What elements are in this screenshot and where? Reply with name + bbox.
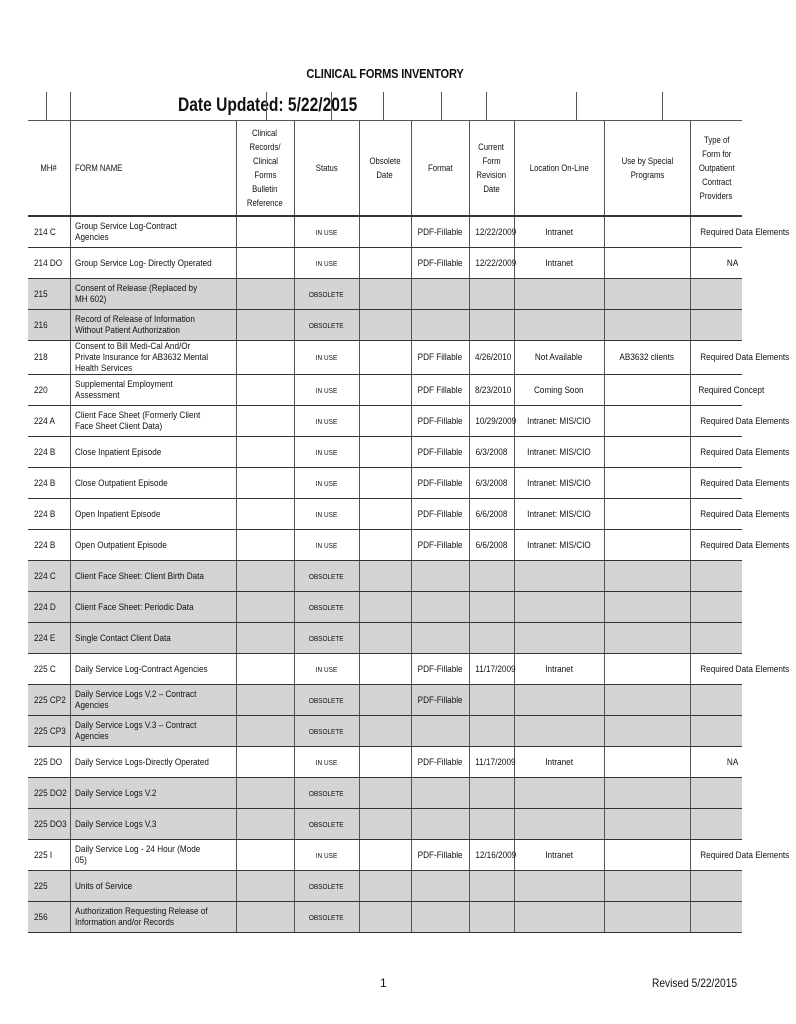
cell-obsolete-date (359, 375, 411, 406)
cell-mh: 218 (28, 341, 70, 375)
cell-format (411, 279, 469, 310)
cell-status: IN USE (294, 341, 359, 375)
date-row-cell (383, 92, 384, 120)
cell-bulletin (236, 716, 294, 747)
cell-form-name: Daily Service Logs V.2 (70, 778, 236, 809)
cell-form-name: Supplemental Employment Assessment (70, 375, 236, 406)
table-row (28, 248, 742, 279)
cell-form-type: Required Data Elements (690, 216, 742, 248)
cell-location (514, 871, 604, 902)
cell-form-name: Daily Service Logs-Directly Operated (70, 747, 236, 778)
cell-obsolete-date (359, 747, 411, 778)
cell-format: PDF-Fillable (411, 747, 469, 778)
date-row-cell (46, 92, 71, 120)
header-status: Status (294, 121, 359, 217)
cell-revision-date: 10/29/2009 (469, 406, 514, 437)
cell-bulletin (236, 902, 294, 933)
header-location: Location On-Line (514, 121, 604, 217)
cell-form-name: Units of Service (70, 871, 236, 902)
cell-mh: 220 (28, 375, 70, 406)
table-body (28, 216, 789, 933)
cell-form-name: Daily Service Logs V.2 – Contract Agencies (70, 685, 236, 716)
cell-status: OBSOLETE (294, 809, 359, 840)
cell-form-name: Daily Service Logs V.3 (70, 809, 236, 840)
cell-status: OBSOLETE (294, 310, 359, 341)
cell-location (514, 809, 604, 840)
cell-location: Intranet: MIS/CIO (514, 530, 604, 561)
cell-location: Intranet (514, 747, 604, 778)
cell-form-type (690, 685, 742, 716)
cell-special-programs (604, 406, 690, 437)
cell-format (411, 871, 469, 902)
cell-format (411, 561, 469, 592)
cell-mh: 225 DO2 (28, 778, 70, 809)
cell-location (514, 592, 604, 623)
cell-status: IN USE (294, 248, 359, 279)
cell-bulletin (236, 871, 294, 902)
cell-format (411, 778, 469, 809)
cell-revision-date: 6/6/2008 (469, 499, 514, 530)
cell-format: PDF-Fillable (411, 468, 469, 499)
cell-revision-date (469, 809, 514, 840)
cell-revision-date: 8/23/2010 (469, 375, 514, 406)
cell-location (514, 561, 604, 592)
cell-bulletin (236, 279, 294, 310)
cell-obsolete-date (359, 437, 411, 468)
cell-location (514, 623, 604, 654)
cell-format: PDF-Fillable (411, 248, 469, 279)
cell-obsolete-date (359, 840, 411, 871)
revised-date: Revised 5/22/2015 (652, 976, 738, 990)
cell-special-programs (604, 747, 690, 778)
cell-status: OBSOLETE (294, 592, 359, 623)
cell-bulletin (236, 654, 294, 685)
cell-status: OBSOLETE (294, 279, 359, 310)
cell-location (514, 310, 604, 341)
cell-location (514, 716, 604, 747)
cell-revision-date (469, 778, 514, 809)
table-row (28, 406, 742, 437)
cell-form-type (690, 623, 742, 654)
cell-bulletin (236, 437, 294, 468)
cell-obsolete-date (359, 809, 411, 840)
cell-location (514, 902, 604, 933)
cell-special-programs (604, 809, 690, 840)
cell-bulletin (236, 468, 294, 499)
cell-revision-date (469, 310, 514, 341)
cell-special-programs: AB3632 clients (604, 341, 690, 375)
cell-bulletin (236, 561, 294, 592)
cell-status: OBSOLETE (294, 623, 359, 654)
table-row (28, 530, 742, 561)
cell-location: Intranet: MIS/CIO (514, 437, 604, 468)
cell-special-programs (604, 685, 690, 716)
cell-location: Coming Soon (514, 375, 604, 406)
cell-mh: 215 (28, 279, 70, 310)
cell-form-name: Authorization Requesting Release of Information and/or Records (70, 902, 236, 933)
cell-obsolete-date (359, 216, 411, 248)
cell-format (411, 592, 469, 623)
cell-obsolete-date (359, 716, 411, 747)
cell-form-type (690, 592, 742, 623)
cell-form-type: Required Data Elements (690, 654, 742, 685)
cell-location: Intranet (514, 216, 604, 248)
cell-form-type (690, 310, 742, 341)
cell-special-programs (604, 871, 690, 902)
table-row (28, 747, 742, 778)
date-updated: Date Updated: 5/22/2015 (178, 95, 358, 116)
table-row (28, 499, 742, 530)
cell-status: OBSOLETE (294, 778, 359, 809)
cell-revision-date: 6/3/2008 (469, 468, 514, 499)
cell-revision-date: 11/17/2009 (469, 654, 514, 685)
cell-format: PDF-Fillable (411, 437, 469, 468)
cell-obsolete-date (359, 685, 411, 716)
cell-form-type: Required Data Elements (690, 530, 742, 561)
cell-form-type: Required Data Elements (690, 840, 742, 871)
cell-mh: 225 DO3 (28, 809, 70, 840)
table-row (28, 716, 742, 747)
cell-format: PDF-Fillable (411, 406, 469, 437)
cell-format: PDF-Fillable (411, 499, 469, 530)
cell-status: OBSOLETE (294, 871, 359, 902)
cell-mh: 225 (28, 871, 70, 902)
cell-form-name: Client Face Sheet: Periodic Data (70, 592, 236, 623)
cell-mh: 214 C (28, 216, 70, 248)
cell-mh: 225 DO (28, 747, 70, 778)
cell-format (411, 310, 469, 341)
cell-special-programs (604, 592, 690, 623)
cell-form-type (690, 902, 742, 933)
cell-bulletin (236, 341, 294, 375)
cell-format: PDF-Fillable (411, 685, 469, 716)
cell-revision-date: 11/17/2009 (469, 747, 514, 778)
header-bulletin-reference: Clinical Records/ Clinical Forms Bulletin Reference (236, 121, 294, 217)
table-row (28, 375, 742, 406)
header-form-type: Type of Form for Outpatient Contract Providers (690, 121, 742, 217)
cell-special-programs (604, 840, 690, 871)
cell-mh: 224 B (28, 499, 70, 530)
cell-location (514, 279, 604, 310)
cell-status: IN USE (294, 530, 359, 561)
header-special-programs: Use by Special Programs (604, 121, 690, 217)
table-row (28, 778, 742, 809)
date-row-cell (331, 92, 332, 120)
cell-revision-date: 6/6/2008 (469, 530, 514, 561)
cell-obsolete-date (359, 279, 411, 310)
cell-form-type: Required Data Elements (690, 341, 742, 375)
table-row (28, 310, 742, 341)
cell-status: IN USE (294, 499, 359, 530)
cell-special-programs (604, 499, 690, 530)
cell-bulletin (236, 216, 294, 248)
cell-status: IN USE (294, 437, 359, 468)
cell-status: IN USE (294, 375, 359, 406)
cell-mh: 216 (28, 310, 70, 341)
cell-form-type (690, 809, 742, 840)
cell-form-type (690, 778, 742, 809)
cell-special-programs (604, 561, 690, 592)
cell-obsolete-date (359, 778, 411, 809)
date-row-cell (28, 92, 47, 120)
cell-bulletin (236, 375, 294, 406)
cell-obsolete-date (359, 341, 411, 375)
cell-form-name: Daily Service Logs V.3 – Contract Agencies (70, 716, 236, 747)
table-row (28, 685, 742, 716)
cell-form-type: Required Data Elements (690, 499, 742, 530)
cell-format: PDF-Fillable (411, 530, 469, 561)
forms-inventory-table (28, 120, 789, 933)
cell-special-programs (604, 279, 690, 310)
cell-mh: 256 (28, 902, 70, 933)
cell-obsolete-date (359, 499, 411, 530)
cell-status: IN USE (294, 747, 359, 778)
table-row (28, 809, 742, 840)
table-row (28, 871, 742, 902)
cell-location: Intranet (514, 248, 604, 279)
cell-revision-date (469, 902, 514, 933)
cell-bulletin (236, 685, 294, 716)
cell-revision-date: 12/22/2009 (469, 216, 514, 248)
cell-obsolete-date (359, 902, 411, 933)
cell-mh: 224 B (28, 437, 70, 468)
table-row (28, 654, 742, 685)
table-header-row (28, 121, 742, 217)
cell-bulletin (236, 747, 294, 778)
cell-form-name: Daily Service Log - 24 Hour (Mode 05) (70, 840, 236, 871)
cell-mh: 225 I (28, 840, 70, 871)
header-revision-date: Current Form Revision Date (469, 121, 514, 217)
cell-bulletin (236, 592, 294, 623)
cell-special-programs (604, 654, 690, 685)
cell-obsolete-date (359, 310, 411, 341)
cell-format: PDF-Fillable (411, 840, 469, 871)
cell-form-type: Required Data Elements (690, 406, 742, 437)
cell-special-programs (604, 216, 690, 248)
cell-location: Intranet (514, 654, 604, 685)
table-row (28, 279, 742, 310)
table-row (28, 341, 742, 375)
header-form-name: FORM NAME (70, 121, 236, 217)
cell-obsolete-date (359, 406, 411, 437)
header-mh: MH# (28, 121, 70, 217)
cell-location: Intranet: MIS/CIO (514, 406, 604, 437)
cell-status: OBSOLETE (294, 716, 359, 747)
cell-status: IN USE (294, 406, 359, 437)
cell-status: IN USE (294, 840, 359, 871)
cell-form-name: Close Inpatient Episode (70, 437, 236, 468)
cell-mh: 214 DO (28, 248, 70, 279)
cell-special-programs (604, 902, 690, 933)
cell-special-programs (604, 530, 690, 561)
cell-format (411, 623, 469, 654)
cell-format: PDF-Fillable (411, 654, 469, 685)
cell-form-name: Record of Release of Information Without Patient Authorization (70, 310, 236, 341)
cell-form-name: Single Contact Client Data (70, 623, 236, 654)
cell-revision-date (469, 716, 514, 747)
table-row (28, 468, 742, 499)
cell-revision-date (469, 685, 514, 716)
cell-format: PDF-Fillable (411, 216, 469, 248)
table-row (28, 216, 742, 248)
table-row (28, 840, 742, 871)
date-row-cell (576, 92, 577, 120)
cell-special-programs (604, 468, 690, 499)
cell-obsolete-date (359, 623, 411, 654)
cell-form-type (690, 716, 742, 747)
table-row (28, 902, 742, 933)
header-format: Format (411, 121, 469, 217)
cell-bulletin (236, 809, 294, 840)
table-row (28, 437, 742, 468)
cell-form-type: Required Concept (690, 375, 742, 406)
cell-form-name: Group Service Log- Directly Operated (70, 248, 236, 279)
cell-form-name: Daily Service Log-Contract Agencies (70, 654, 236, 685)
page-number: 1 (380, 976, 387, 990)
cell-obsolete-date (359, 561, 411, 592)
cell-mh: 224 B (28, 530, 70, 561)
cell-mh: 225 C (28, 654, 70, 685)
cell-mh: 225 CP2 (28, 685, 70, 716)
cell-form-type: Required Data Elements (690, 468, 742, 499)
cell-bulletin (236, 310, 294, 341)
cell-format (411, 716, 469, 747)
cell-revision-date (469, 279, 514, 310)
cell-bulletin (236, 778, 294, 809)
cell-format: PDF Fillable (411, 375, 469, 406)
cell-special-programs (604, 248, 690, 279)
cell-form-name: Consent of Release (Replaced by MH 602) (70, 279, 236, 310)
cell-special-programs (604, 437, 690, 468)
cell-mh: 225 CP3 (28, 716, 70, 747)
cell-location: Not Available (514, 341, 604, 375)
cell-bulletin (236, 499, 294, 530)
cell-revision-date (469, 561, 514, 592)
cell-location (514, 685, 604, 716)
cell-form-type (690, 561, 742, 592)
cell-location: Intranet: MIS/CIO (514, 499, 604, 530)
cell-status: OBSOLETE (294, 685, 359, 716)
cell-bulletin (236, 406, 294, 437)
cell-bulletin (236, 248, 294, 279)
cell-mh: 224 B (28, 468, 70, 499)
header-obsolete-date: Obsolete Date (359, 121, 411, 217)
date-updated-row (28, 92, 742, 120)
cell-obsolete-date (359, 592, 411, 623)
cell-special-programs (604, 778, 690, 809)
cell-form-name: Client Face Sheet: Client Birth Data (70, 561, 236, 592)
cell-obsolete-date (359, 530, 411, 561)
cell-obsolete-date (359, 468, 411, 499)
date-row-cell (662, 92, 663, 120)
cell-revision-date (469, 871, 514, 902)
cell-mh: 224 D (28, 592, 70, 623)
cell-special-programs (604, 716, 690, 747)
cell-form-type (690, 279, 742, 310)
cell-mh: 224 A (28, 406, 70, 437)
cell-revision-date: 4/26/2010 (469, 341, 514, 375)
cell-form-name: Group Service Log-Contract Agencies (70, 216, 236, 248)
cell-form-name: Open Outpatient Episode (70, 530, 236, 561)
cell-revision-date: 12/16/2009 (469, 840, 514, 871)
date-row-cell (266, 92, 267, 120)
cell-special-programs (604, 623, 690, 654)
cell-location: Intranet: MIS/CIO (514, 468, 604, 499)
table-row (28, 561, 742, 592)
cell-bulletin (236, 623, 294, 654)
cell-format (411, 902, 469, 933)
cell-revision-date (469, 592, 514, 623)
cell-status: IN USE (294, 468, 359, 499)
cell-form-type (690, 871, 742, 902)
cell-obsolete-date (359, 248, 411, 279)
date-row-cell (441, 92, 442, 120)
cell-obsolete-date (359, 871, 411, 902)
cell-bulletin (236, 530, 294, 561)
cell-form-type: NA (690, 747, 742, 778)
date-row-cell (486, 92, 487, 120)
cell-status: IN USE (294, 654, 359, 685)
cell-location: Intranet (514, 840, 604, 871)
cell-bulletin (236, 840, 294, 871)
cell-mh: 224 E (28, 623, 70, 654)
cell-form-name: Close Outpatient Episode (70, 468, 236, 499)
cell-format (411, 809, 469, 840)
cell-format: PDF Fillable (411, 341, 469, 375)
cell-form-name: Consent to Bill Medi-Cal And/Or Private Insurance for AB3632 Mental Health Services (70, 341, 236, 375)
table-row (28, 592, 742, 623)
cell-revision-date (469, 623, 514, 654)
document-title: CLINICAL FORMS INVENTORY (306, 66, 464, 81)
cell-special-programs (604, 375, 690, 406)
cell-status: OBSOLETE (294, 561, 359, 592)
cell-form-name: Open Inpatient Episode (70, 499, 236, 530)
cell-revision-date: 6/3/2008 (469, 437, 514, 468)
cell-mh: 224 C (28, 561, 70, 592)
table-row (28, 623, 742, 654)
cell-form-name: Client Face Sheet (Formerly Client Face Sheet Client Data) (70, 406, 236, 437)
cell-special-programs (604, 310, 690, 341)
cell-revision-date: 12/22/2009 (469, 248, 514, 279)
cell-status: OBSOLETE (294, 902, 359, 933)
cell-form-type: NA (690, 248, 742, 279)
cell-location (514, 778, 604, 809)
cell-form-type: Required Data Elements (690, 437, 742, 468)
cell-status: IN USE (294, 216, 359, 248)
cell-obsolete-date (359, 654, 411, 685)
